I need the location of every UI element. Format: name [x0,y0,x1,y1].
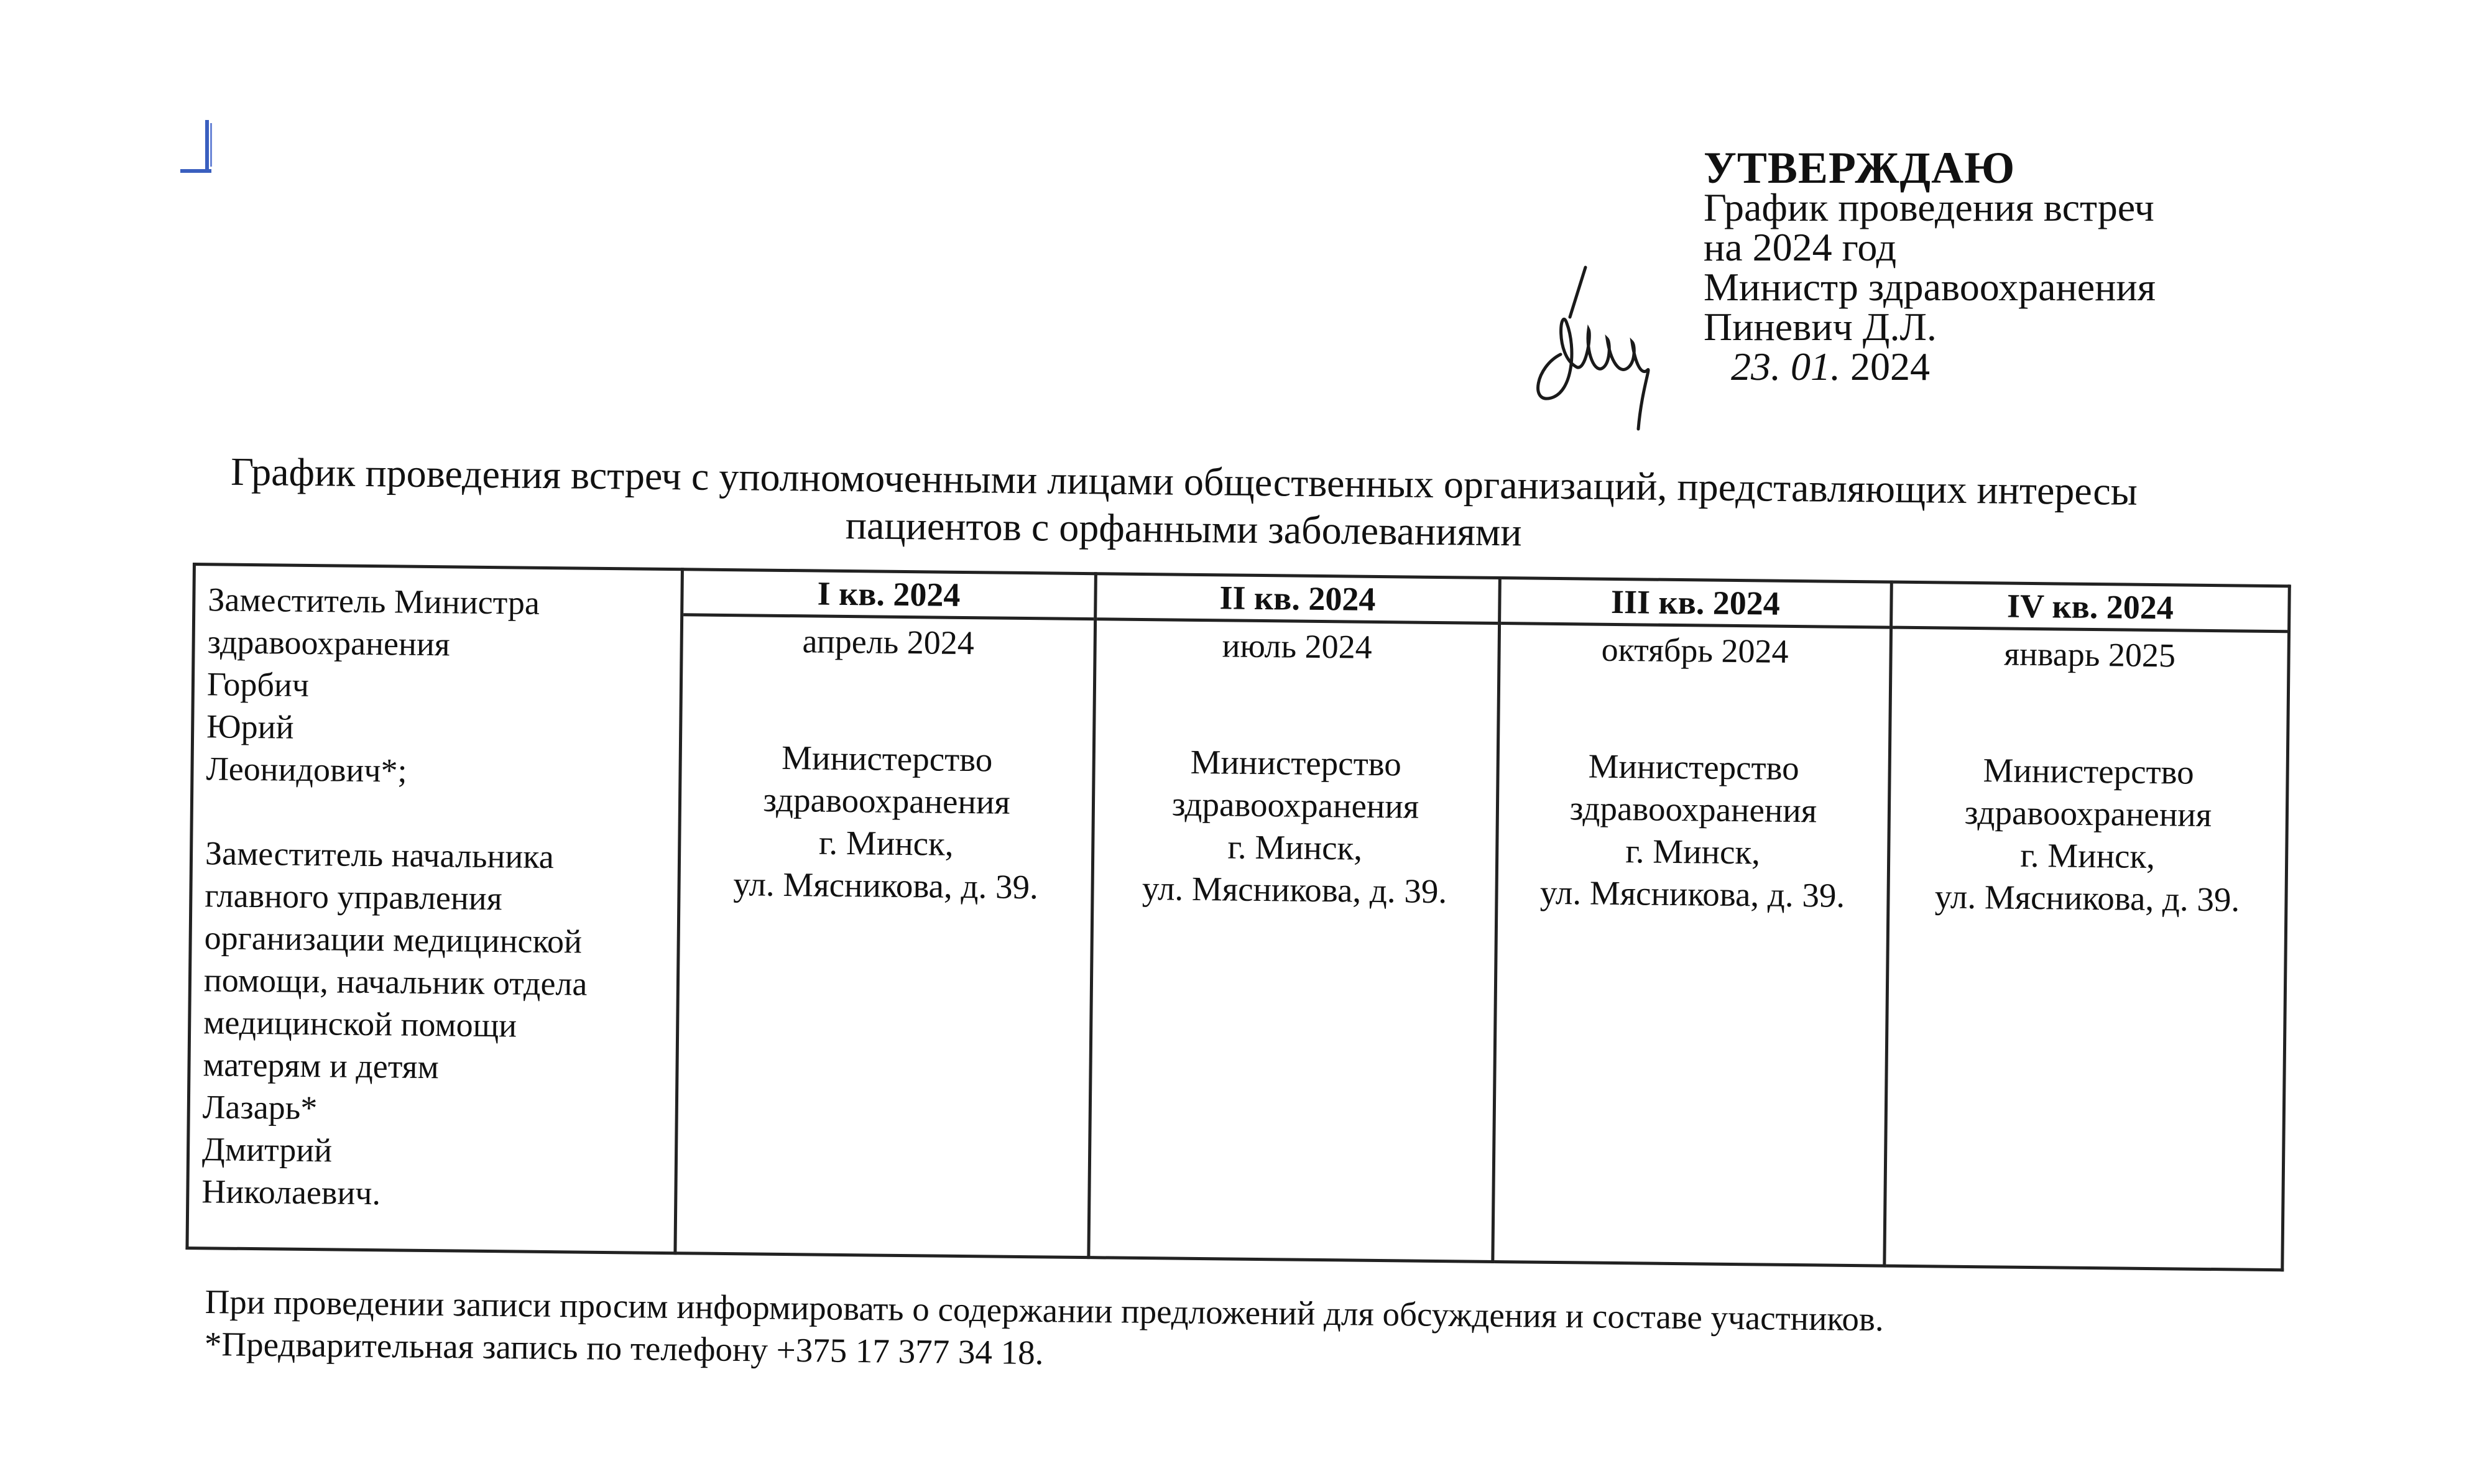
place-line: здравоохранения [1964,793,2212,834]
place-line: Министерство [1190,742,1402,783]
official-line: Заместитель начальника [205,834,555,876]
place-line: здравоохранения [763,780,1010,821]
meeting-place [680,735,1092,909]
quarter-label: III кв. 2024 [1501,579,1890,629]
official-line: Дмитрий [201,1130,333,1169]
quarter-cell-2 [1089,574,1500,1262]
official-line: Заместитель Министра [208,581,540,622]
approval-line: на 2024 год [1704,225,1897,269]
place-line: ул. Мясникова, д. 39. [733,865,1039,906]
official-line: Лазарь* [202,1088,318,1127]
approval-line: Пиневич Д.Л. [1704,305,1937,349]
place-line: г. Минск, [1625,832,1761,872]
schedule-table [185,563,2287,1271]
quarter-cell-4 [1885,582,2289,1270]
meeting-place [1094,740,1497,913]
place-line: здравоохранения [1569,789,1817,830]
meeting-place [1498,744,1888,918]
approval-block [1704,143,2263,389]
official-line: Горбич [206,665,310,704]
place-line: г. Минск, [818,823,954,863]
officials-cell [187,565,682,1253]
official-line: матерям и детям [203,1046,440,1086]
place-line: ул. Мясникова, д. 39. [1142,869,1447,911]
quarter-label: I кв. 2024 [683,571,1094,620]
approval-date-handwritten: 23. 01. [1731,344,1840,389]
place-line: Министерство [1588,747,1800,788]
quarter-month: январь 2025 [2003,635,2176,675]
official-line: Леонидович*; [206,750,407,790]
approval-heading: УТВЕРЖДАЮ [1704,143,2016,193]
place-line: Министерство [1983,751,2195,791]
quarter-label: II кв. 2024 [1097,575,1498,625]
place-line: ул. Мясникова, д. 39. [1934,877,2240,919]
meeting-place [1889,749,2286,922]
quarter-month: октябрь 2024 [1601,630,1789,670]
place-line: здравоохранения [1171,785,1419,826]
approval-line: График проведения встреч [1704,185,2154,229]
stamp-mark [177,117,227,179]
quarter-cell-1 [675,569,1096,1258]
approval-date-year: 2024 [1850,344,1930,389]
official-line: главного управления [205,877,502,918]
place-line: г. Минск, [1227,827,1363,867]
place-line: г. Минск, [2020,836,2156,876]
quarter-label: IV кв. 2024 [1893,584,2288,634]
footnotes [205,1281,2195,1386]
footnote-phone: *Предварительная запись по телефону +375 17 377 34 18. [204,1324,1044,1372]
official-line: медицинской помощи [203,1003,517,1044]
quarter-month: июль 2024 [1222,627,1372,666]
quarter-cell-3 [1493,578,1891,1266]
official-line: здравоохранения [207,623,451,663]
signature [1517,242,1660,448]
approval-date [1731,344,2263,389]
document-title: График проведения встреч с уполномоченными лицами общественных организаций, представляющих интересы пациентов с орфанными заболеваниями [230,449,2138,555]
official-line: помощи, начальник отдела [203,961,588,1003]
place-line: ул. Мясникова, д. 39. [1539,873,1845,915]
official-line: организации медицинской [204,919,583,961]
official-line: Юрий [206,707,294,746]
footnote-request: При проведении записи просим информировать о содержании предложений для обсуждения и составе участников. [205,1282,1884,1339]
quarter-month: апрель 2024 [802,622,975,662]
official-line: Николаевич. [201,1173,381,1212]
approval-line: Министр здравоохранения [1704,265,2156,309]
place-line: Министерство [781,738,993,779]
